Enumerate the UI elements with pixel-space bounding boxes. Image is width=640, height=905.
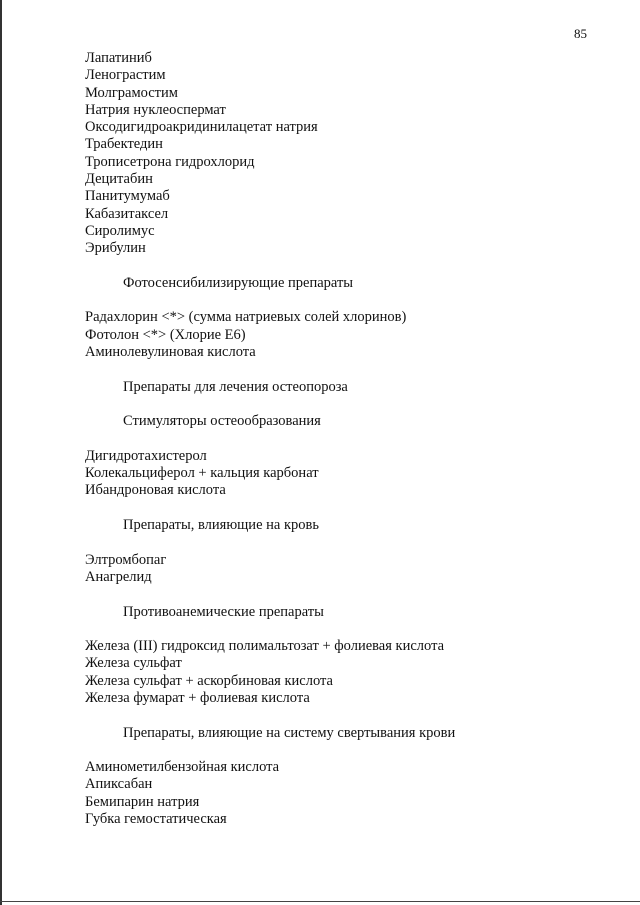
section-heading: Препараты для лечения остеопороза: [123, 378, 348, 395]
blank-line: [85, 361, 625, 378]
section-heading: Фотосенсибилизирующие препараты: [123, 274, 354, 291]
blank-line: [85, 534, 625, 551]
drug-list-item: Кабазитаксел: [85, 205, 169, 222]
drug-list-item: Натрия нуклеоспермат: [85, 101, 226, 118]
drug-list-item: Железа (III) гидроксид полимальтозат + фолиевая кислота: [85, 638, 445, 655]
section-heading: Препараты, влияющие на систему свертывания крови: [123, 724, 456, 741]
drug-list-item: Дигидротахистерол: [85, 447, 207, 464]
scan-edge-left: [0, 0, 2, 905]
blank-line: [85, 396, 625, 413]
document-body: [85, 50, 625, 828]
drug-list-item: Бемипарин натрия: [85, 793, 200, 810]
blank-line: [85, 500, 625, 517]
drug-list-item: Апиксабан: [85, 776, 153, 793]
scan-edge-bottom: [0, 901, 640, 902]
section-heading: Стимуляторы остеообразования: [123, 413, 321, 430]
section-heading: Противоанемические препараты: [123, 603, 324, 620]
drug-list-item: Сиролимус: [85, 222, 155, 239]
drug-list-item: Ленограстим: [85, 67, 166, 84]
drug-list-item: Анагрелид: [85, 568, 152, 585]
drug-list-item: Фотолон <*> (Хлорие Е6): [85, 326, 246, 343]
blank-line: [85, 621, 625, 638]
drug-list-item: Колекальциферол + кальция карбонат: [85, 465, 319, 482]
drug-list-item: Ибандроновая кислота: [85, 482, 226, 499]
drug-list-item: Трабектедин: [85, 136, 163, 153]
drug-list-item: Аминометилбензойная кислота: [85, 759, 280, 776]
drug-list-item: Децитабин: [85, 171, 153, 188]
drug-list-item: Железа сульфат + аскорбиновая кислота: [85, 672, 333, 689]
drug-list-item: Молграмостим: [85, 84, 178, 101]
page-number: 85: [574, 26, 587, 41]
drug-list-item: Аминолевулиновая кислота: [85, 344, 256, 361]
drug-list-item: Лапатиниб: [85, 50, 152, 66]
drug-list-item: Железа фумарат + фолиевая кислота: [85, 689, 310, 706]
drug-list-item: Панитумумаб: [85, 188, 170, 205]
drug-list-item: Эрибулин: [85, 240, 146, 257]
blank-line: [85, 292, 625, 309]
drug-list-item: Радахлорин <*> (сумма натриевых солей хлоринов): [85, 309, 407, 326]
blank-line: [85, 707, 625, 724]
blank-line: [85, 586, 625, 603]
drug-list-item: Элтромбопаг: [85, 551, 167, 568]
blank-line: [85, 431, 625, 448]
drug-list-item: Оксодигидроакридинилацетат натрия: [85, 119, 318, 136]
blank-line: [85, 258, 625, 275]
drug-list-item: Губка гемостатическая: [85, 811, 227, 828]
blank-line: [85, 742, 625, 759]
section-heading: Препараты, влияющие на кровь: [123, 517, 319, 534]
drug-list-item: Трописетрона гидрохлорид: [85, 153, 255, 170]
drug-list-item: Железа сульфат: [85, 655, 182, 672]
